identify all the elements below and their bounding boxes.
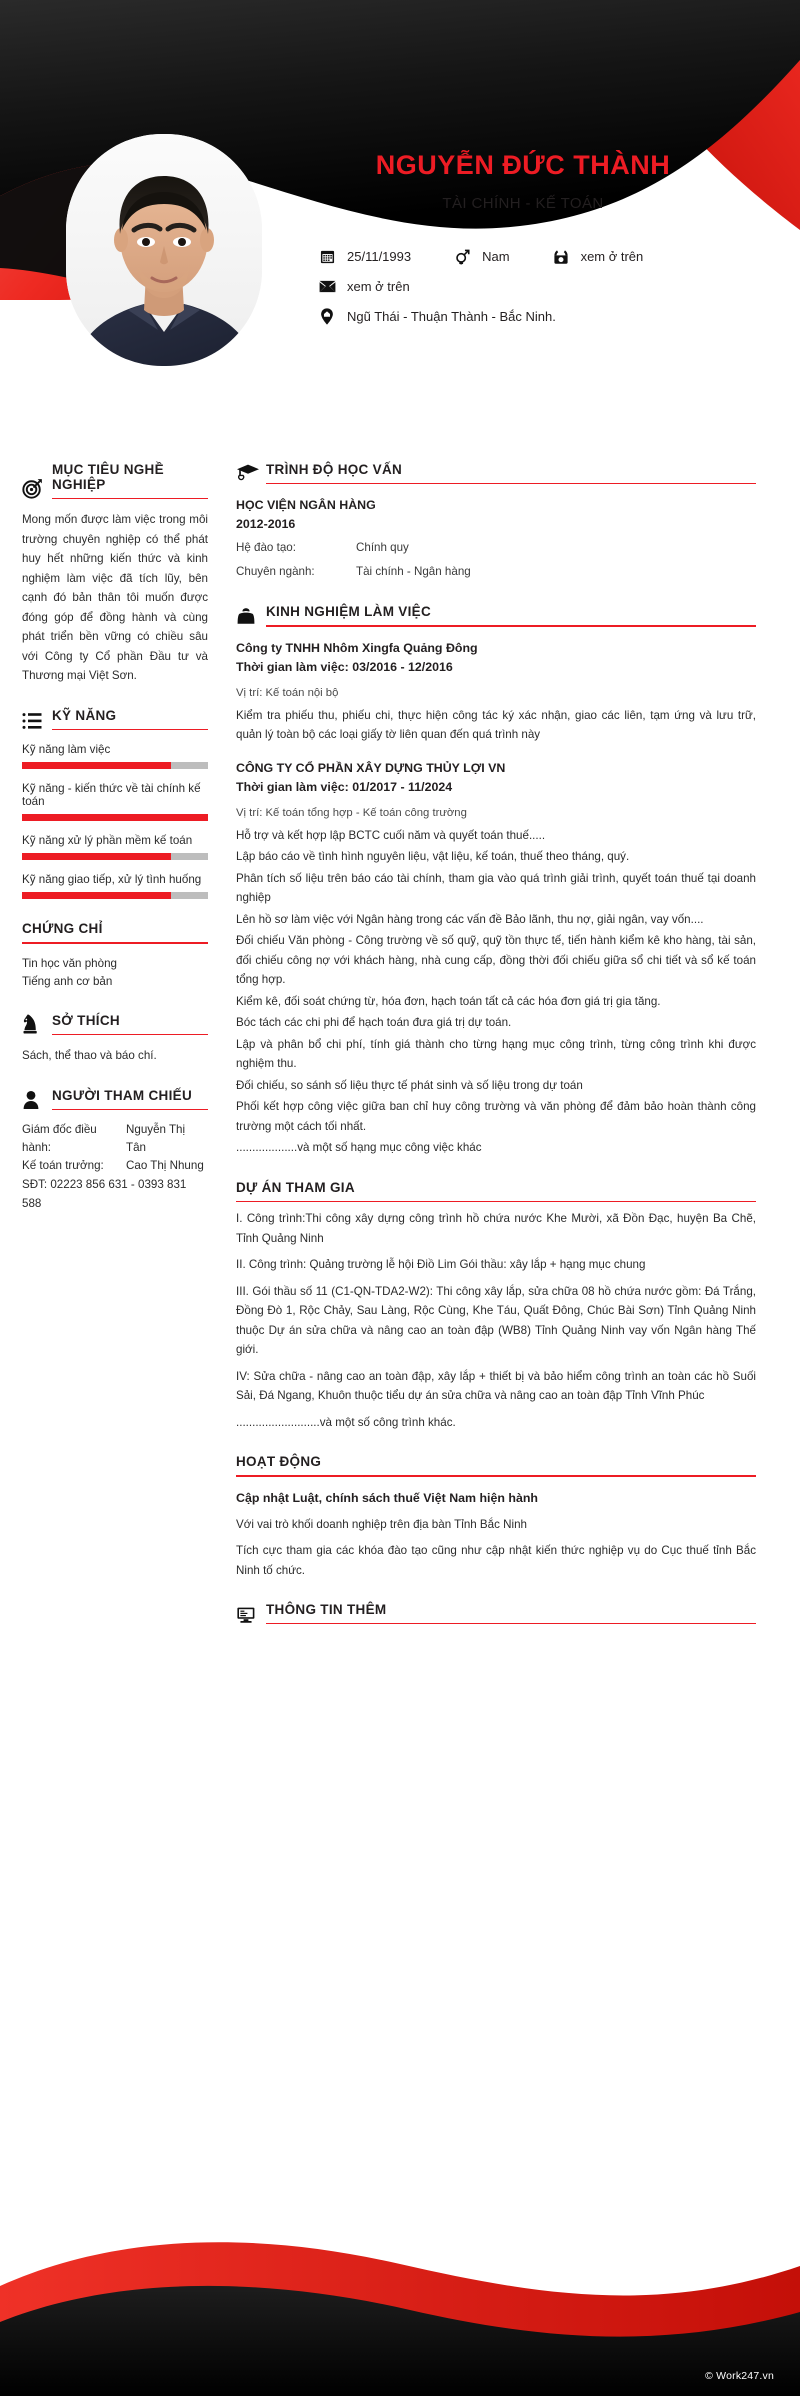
- skills-list: [22, 743, 208, 899]
- skill-label: Kỹ năng làm việc: [22, 743, 111, 757]
- section-education: [236, 462, 756, 582]
- skill-progress-bar: [22, 853, 208, 860]
- avatar: [66, 134, 262, 366]
- contact-phone: [550, 249, 644, 265]
- activity-line: Với vai trò khối doanh nghiệp trên địa bàn Tỉnh Bắc Ninh: [236, 1517, 527, 1531]
- section-rule: [266, 483, 756, 484]
- experience-duty: Đối chiếu Văn phòng - Công trường về số quỹ, quỹ tồn thực tế, tiến hành kiểm kê kho hàng, tài sản, đối chiếu công nợ với khách hàng, nhà cung cấp, đồng thời đối chiếu giữa sổ chi tiết và sổ kế toán tổng hợp.: [236, 934, 756, 987]
- contact-row-3: [316, 308, 770, 325]
- address-value: Ngũ Thái - Thuận Thành - Bắc Ninh.: [347, 309, 556, 324]
- email-value: xem ở trên: [347, 279, 410, 294]
- skill-progress-fill: [22, 853, 171, 860]
- section-rule: [52, 1109, 208, 1110]
- monitor-icon: [236, 1606, 266, 1624]
- experience-duty: Phối kết hợp công việc giữa ban chỉ huy công trường và văn phòng để đảm bảo hoàn thành công trường một cách tối nhất.: [236, 1100, 756, 1133]
- experience-period: Thời gian làm việc: 01/2017 - 11/2024: [236, 779, 453, 794]
- experience-duty: Bóc tách các chi phi để hạch toán đưa giá trị dự toán.: [236, 1016, 512, 1030]
- hobbies-text: Sách, thể thao và báo chí.: [22, 1049, 157, 1063]
- phone-value: xem ở trên: [580, 249, 644, 264]
- cv-right-column: [226, 440, 800, 1628]
- experience-duty: Lập báo cáo về tình hình nguyên liệu, vật liệu, kế toán, thuế theo tháng, quý.: [236, 850, 630, 864]
- certificates-list: [22, 955, 208, 991]
- section-title-skills: KỸ NĂNG: [52, 707, 117, 723]
- skill-progress-bar: [22, 892, 208, 899]
- skill-item: [22, 782, 208, 821]
- list-icon: [22, 712, 52, 730]
- section-experience: [236, 604, 756, 1157]
- section-certificates: [22, 921, 208, 990]
- section-title-more-info: THÔNG TIN THÊM: [266, 1602, 387, 1618]
- experience-duty: Phân tích số liệu trên báo cáo tài chính, tham gia vào quá trình giải trình, quyết toán thuế tại doanh nghiệp: [236, 871, 756, 905]
- skill-label: Kỹ năng giao tiếp, xử lý tình huống: [22, 873, 202, 887]
- contact-row-1: [316, 248, 770, 265]
- experience-company: Công ty TNHH Nhôm Xingfa Quảng Đông: [236, 640, 478, 655]
- project-item: ..........................và một số công trình khác.: [236, 1415, 456, 1429]
- experience-item: [236, 639, 756, 745]
- section-rule: [52, 729, 208, 730]
- graduation-cap-icon: [236, 463, 266, 484]
- footer-credit: © Work247.vn: [705, 2370, 774, 2382]
- skill-label: Kỹ năng - kiến thức về tài chính kế toán: [22, 782, 201, 809]
- contact-gender: [451, 248, 509, 265]
- education-school: HỌC VIỆN NGÂN HÀNG: [236, 498, 376, 513]
- section-title-projects: DỰ ÁN THAM GIA: [236, 1179, 355, 1195]
- skill-label: Kỹ năng xử lý phần mềm kế toán: [22, 834, 193, 848]
- contact-email: [316, 279, 410, 294]
- section-title-experience: KINH NGHIỆM LÀM VIỆC: [266, 604, 432, 620]
- profile-photo: [66, 134, 262, 366]
- section-rule: [22, 942, 208, 943]
- cv-header: [0, 0, 800, 440]
- cv-left-column: [0, 440, 226, 1628]
- header-text-block: [300, 150, 770, 339]
- projects-list: [236, 1209, 756, 1432]
- job-title: TÀI CHÍNH - KẾ TOÁN: [442, 195, 604, 212]
- experience-duty: Hỗ trợ và kết hợp lập BCTC cuối năm và quyết toán thuế.....: [236, 828, 546, 842]
- footer-decoration: [0, 2136, 800, 2396]
- experience-position: Vị trí: Kế toán nội bộ: [236, 686, 339, 699]
- reference-name: Cao Thị Nhung: [126, 1158, 204, 1172]
- location-icon: [316, 308, 338, 325]
- certificate-item: Tin học văn phòng: [22, 956, 117, 970]
- experience-duty: Lập và phân bổ chi phí, tính giá thành cho từng hạng mục công trình, từng công trình khi được nghiệm thu.: [236, 1037, 756, 1071]
- section-objective: [22, 462, 208, 686]
- experience-list: [236, 639, 756, 1158]
- education-row: [236, 538, 756, 558]
- reference-row: [22, 1121, 208, 1157]
- education-details: [236, 538, 756, 582]
- skill-item: [22, 743, 208, 769]
- section-skills: [22, 708, 208, 899]
- experience-company: CÔNG TY CỔ PHẦN XÂY DỰNG THỦY LỢI VN: [236, 760, 506, 775]
- reference-phone: SĐT: 02223 856 631 - 0393 831 588: [22, 1177, 187, 1210]
- experience-duty: Kiểm tra phiếu thu, phiếu chi, thực hiện công tác ký xác nhận, giao các liên, tạm ứng và lưu trữ, quản lý toàn bộ các loại giấy tờ liên quan đến quá trình này: [236, 708, 756, 742]
- section-more-info: [236, 1602, 756, 1624]
- section-references: [22, 1088, 208, 1213]
- contact-info: [300, 248, 770, 325]
- page-title: NGUYỄN ĐỨC THÀNH: [375, 150, 671, 180]
- section-rule: [52, 1034, 208, 1035]
- project-item: I. Công trình:Thi công xây dựng công trình hồ chứa nước Khe Mười, xã Đồn Đạc, huyện Ba Chẽ, Tỉnh Quảng Ninh: [236, 1212, 756, 1245]
- experience-item: [236, 759, 756, 1158]
- activity-heading: Cập nhật Luật, chính sách thuế Việt Nam hiện hành: [236, 1490, 539, 1505]
- cv-footer: [0, 2136, 800, 2396]
- reference-row: [22, 1157, 208, 1175]
- gender-icon: [451, 248, 473, 265]
- reference-role: Giám đốc điều hành:: [22, 1122, 97, 1154]
- section-rule: [52, 498, 208, 499]
- section-title-education: TRÌNH ĐỘ HỌC VẤN: [266, 462, 403, 477]
- target-icon: [22, 478, 52, 499]
- section-rule: [236, 1475, 756, 1476]
- education-key: Hệ đào tạo:: [236, 541, 296, 555]
- project-item: IV: Sửa chữa - nâng cao an toàn đập, xây lắp + thiết bị và bảo hiểm công trình an toàn các hồ Suối Sải, Đá Ngang, Khuôn thuộc tiểu dự án sửa chữa và nâng cao an toàn đập Tỉnh Vĩnh Phúc: [236, 1369, 756, 1403]
- objective-text: Mong mốn được làm việc trong môi trường chuyên nghiệp có thể phát huy hết những kiến thức và kinh nghiệm làm việc đã tích lũy, bên cạnh đó bản thân tôi muốn được đóng góp để đồng hành và cùng phát triển bền vững có chiều sâu với Công ty Cổ phần Đầu tư và Thương mại Việt Sơn.: [22, 513, 208, 683]
- project-item: II. Công trình: Quảng trường lễ hội Điồ Lim Gói thầu: xây lắp + hạng mục chung: [236, 1258, 646, 1272]
- briefcase-icon: [236, 607, 266, 627]
- section-title-objective: MỤC TIÊU NGHỀ NGHIỆP: [52, 462, 164, 492]
- skill-progress-fill: [22, 762, 171, 769]
- person-icon: [22, 1090, 52, 1110]
- section-title-activities: HOẠT ĐỘNG: [236, 1454, 322, 1470]
- education-value: Chính quy: [356, 541, 409, 555]
- skill-item: [22, 834, 208, 860]
- project-item: III. Gói thầu số 11 (C1-QN-TDA2-W2): Thi công xây lắp, sửa chữa 08 hồ chứa nước gồm: Đá Trắng, Đồng Đò 1, Rộc Chảy, Sau Làng, Rộc Cùng, Khe Táu, Quất Đông, Chúc Bài Sơn) Tỉnh Quảng Ninh thuộc Dự án sửa chữa và nâng cao an toàn đập (WB8) Tỉnh Quảng Ninh vay vốn Ngân hàng Thế giới.: [236, 1284, 756, 1357]
- education-value: Tài chính - Ngân hàng: [356, 565, 471, 579]
- birthdate-value: 25/11/1993: [347, 249, 412, 264]
- activities-list: [236, 1515, 756, 1581]
- skill-progress-fill: [22, 892, 171, 899]
- experience-position: Vị trí: Kế toán tổng hợp - Kế toán công trường: [236, 806, 467, 819]
- cv-body: [0, 440, 800, 1628]
- section-activities: [236, 1454, 756, 1580]
- section-title-hobbies: SỞ THÍCH: [52, 1012, 120, 1028]
- skill-progress-fill: [22, 814, 208, 821]
- phone-icon: [550, 249, 572, 265]
- experience-duty: Kiểm kê, đối soát chứng từ, hóa đơn, hạch toán tất cả các hóa đơn giá trị gia tăng.: [236, 994, 661, 1008]
- experience-period: Thời gian làm việc: 03/2016 - 12/2016: [236, 659, 453, 674]
- experience-duty: Lên hồ sơ làm việc với Ngân hàng trong các vấn đề Bảo lãnh, thu nợ, giải ngân, vay vốn....: [236, 912, 704, 926]
- chess-knight-icon: [22, 1013, 52, 1035]
- section-hobbies: [22, 1013, 208, 1066]
- activity-line: Tích cực tham gia các khóa đào tạo cũng như cập nhật kiến thức nghiệp vụ do Cục thuế tỉnh Bắc Ninh tố chức.: [236, 1544, 756, 1577]
- skill-progress-bar: [22, 762, 208, 769]
- skill-item: [22, 873, 208, 899]
- section-title-references: NGƯỜI THAM CHIẾU: [52, 1087, 193, 1103]
- section-rule: [236, 1201, 756, 1202]
- contact-row-2: [316, 279, 770, 294]
- contact-birthdate: [316, 249, 411, 264]
- gender-value: Nam: [482, 249, 510, 264]
- references-list: [22, 1121, 208, 1175]
- education-years: 2012-2016: [236, 517, 296, 532]
- calendar-icon: [316, 249, 338, 264]
- reference-role: Kế toán trưởng:: [22, 1158, 104, 1172]
- email-icon: [316, 280, 338, 293]
- section-projects: [236, 1180, 756, 1432]
- section-rule: [266, 625, 756, 626]
- education-row: [236, 562, 756, 582]
- reference-name: Nguyễn Thị Tân: [126, 1122, 186, 1154]
- section-title-certificates: CHỨNG CHỈ: [22, 921, 103, 937]
- education-key: Chuyên ngành:: [236, 565, 315, 579]
- contact-address: [316, 308, 556, 325]
- skill-progress-bar: [22, 814, 208, 821]
- section-rule: [266, 1623, 756, 1624]
- certificate-item: Tiếng anh cơ bản: [22, 974, 113, 988]
- experience-duty: ...................và một số hạng mục công việc khác: [236, 1141, 482, 1155]
- experience-duty: Đối chiếu, so sánh số liệu thực tế phát sinh và số liệu trong dự toán: [236, 1078, 583, 1092]
